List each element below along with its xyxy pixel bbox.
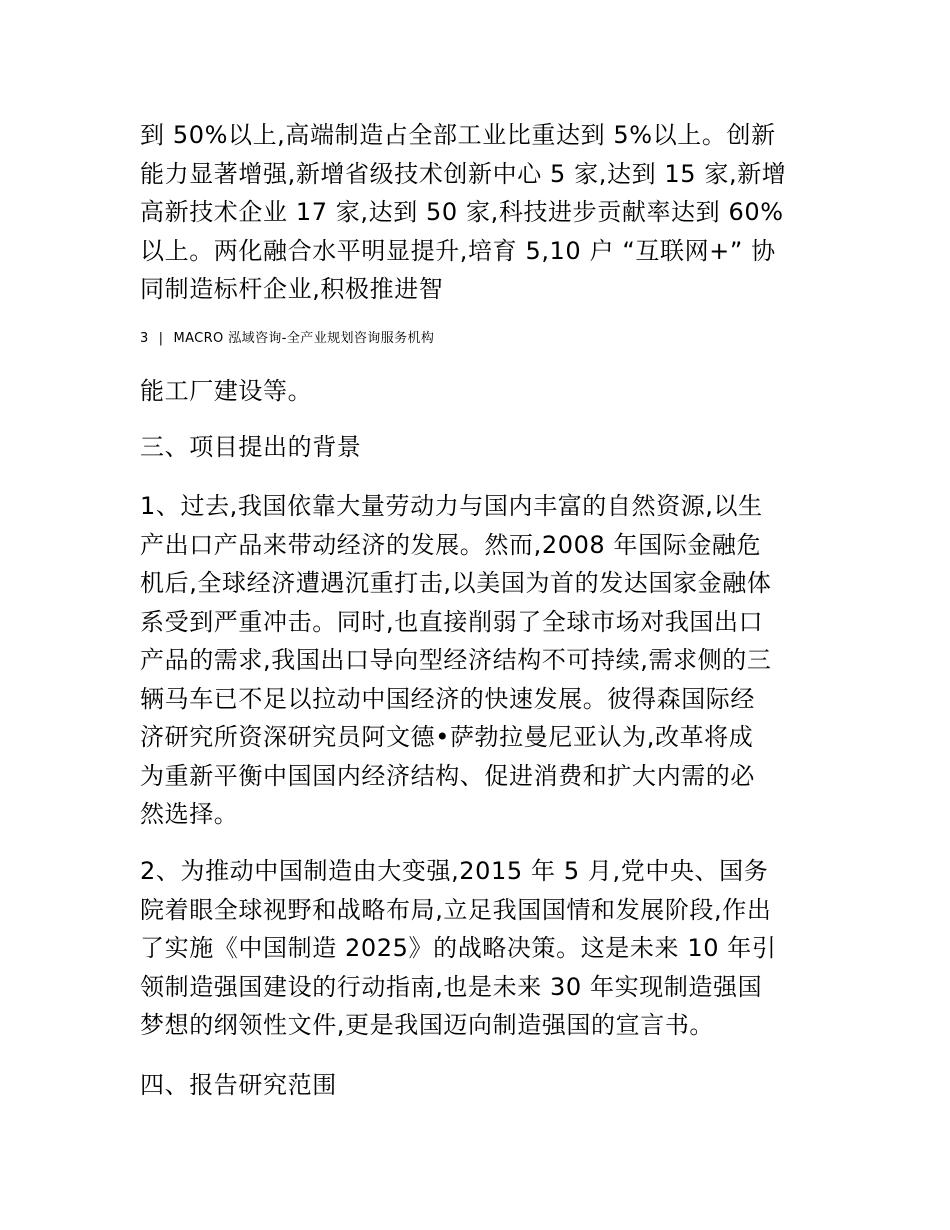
paragraph-line: 机后,全球经济遭遇沉重打击,以美国为首的发达国家金融体 — [140, 569, 772, 597]
paragraph-2 — [140, 852, 820, 1045]
paragraph-line: 产出口产品来带动经济的发展。然而,2008 年国际金融危 — [140, 530, 762, 559]
paragraph-line: 辆马车已不足以拉动中国经济的快速发展。彼得森国际经 — [140, 684, 755, 713]
paragraph-line: 能工厂建设等。 — [140, 377, 313, 405]
paragraph-line: 济研究所资深研究员阿文德•萨勃拉曼尼亚认为,改革将成 — [140, 723, 754, 751]
paragraph-top — [140, 116, 820, 309]
paragraph-line: 了实施《中国制造 2025》的战略决策。这是未来 10 年引 — [140, 934, 777, 962]
paragraph-line: 同制造标杆企业,积极推进智 — [140, 275, 444, 303]
footer-text: MACRO 泓域咨询-全产业规划咨询服务机构 — [173, 331, 435, 346]
paragraph-line: 系受到严重冲击。同时,也直接削弱了全球市场对我国出口 — [140, 607, 764, 636]
paragraph-line: 梦想的纲领性文件,更是我国迈向制造强国的宣言书。 — [140, 1011, 715, 1039]
paragraph-line: 院着眼全球视野和战略布局,立足我国国情和发展阶段,作出 — [140, 895, 772, 924]
paragraph-line: 到 50%以上,高端制造占全部工业比重达到 5%以上。创新 — [140, 121, 776, 149]
paragraph-line: 1、过去,我国依靠大量劳动力与国内丰富的自然资源,以生 — [140, 492, 763, 520]
paragraph-line: 2、为推动中国制造由大变强,2015 年 5 月,党中央、国务 — [140, 857, 769, 885]
paragraph-line: 产品的需求,我国出口导向型经济结构不可持续,需求侧的三 — [140, 646, 772, 674]
section-heading-background: 三、项目提出的背景 — [140, 433, 362, 461]
paragraph-continue — [140, 372, 820, 411]
paragraph-1 — [140, 487, 820, 834]
paragraph-line: 以上。两化融合水平明显提升,培育 5,10 户 “互联网+” 协 — [140, 236, 776, 265]
paragraph-line: 能力显著增强,新增省级技术创新中心 5 家,达到 15 家,新增 — [140, 159, 787, 188]
paragraph-line: 为重新平衡中国国内经济结构、促进消费和扩大内需的必 — [140, 761, 755, 790]
page-footer — [140, 330, 434, 348]
paragraph-line: 然选择。 — [140, 800, 239, 828]
page-number: 3 — [140, 331, 149, 346]
section-heading-scope: 四、报告研究范围 — [140, 1071, 337, 1099]
paragraph-line: 领制造强国建设的行动指南,也是未来 30 年实现制造强国 — [140, 972, 763, 1001]
footer-separator: | — [158, 331, 164, 346]
paragraph-line: 高新技术企业 17 家,达到 50 家,科技进步贡献率达到 60% — [140, 198, 784, 226]
